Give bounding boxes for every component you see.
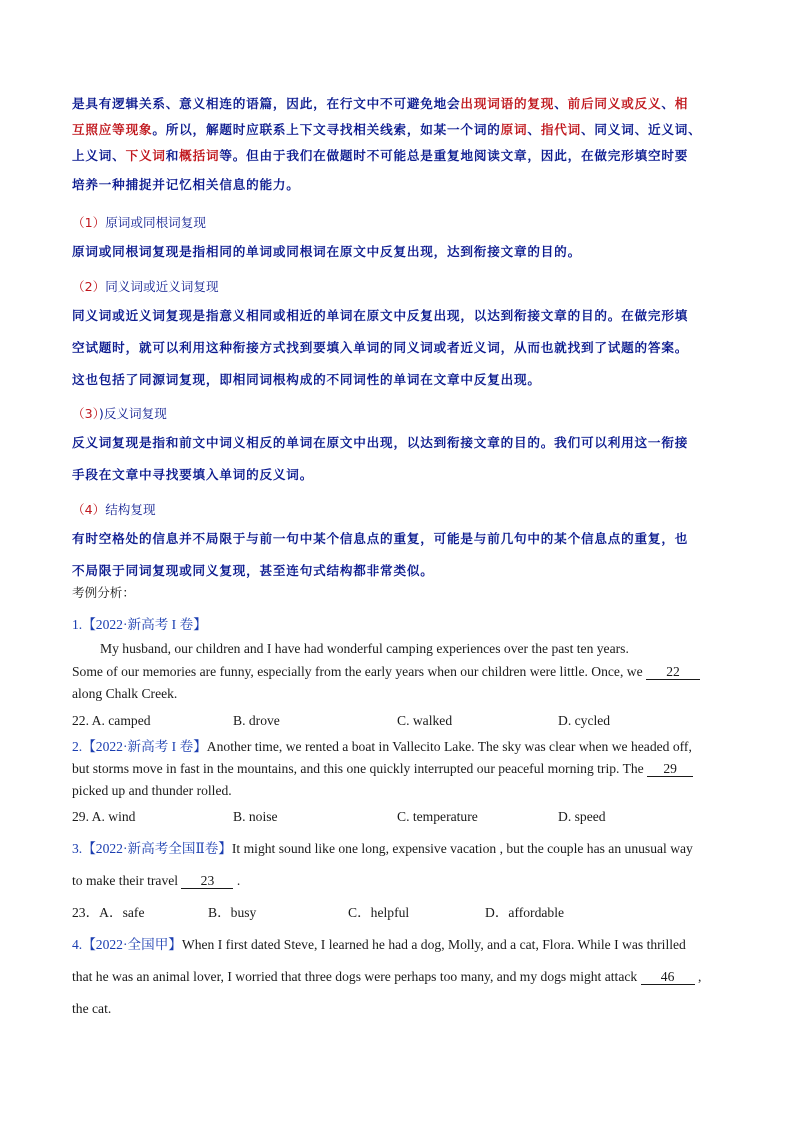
body-text: 上义词、 xyxy=(72,148,126,163)
example-1-tag xyxy=(72,614,724,636)
intro-line-4: 培养一种捕捉并记忆相关信息的能力。 xyxy=(72,177,300,192)
section-text: 反义词复现是指和前文中词义相反的单词在原文中出现，以达到衔接文章的目的。我们可以利用这一衔接 xyxy=(72,435,689,450)
body-text: 、 xyxy=(554,96,568,111)
section-text: 空试题时，就可以利用这种衔接方式找到要填入单词的同义词或者近义词，从而也就找到了试题的答案。 xyxy=(72,340,689,355)
section-number: （1） xyxy=(72,215,106,230)
highlight-text: 前后同义或反义 xyxy=(567,96,662,111)
example-text: Another time, we rented a boat in Vallecito Lake. The sky was clear when we headed off, xyxy=(206,739,692,754)
body-text: 等。但由于我们在做题时不可能总是重复地阅读文章，因此，在做完形填空时要 xyxy=(219,148,689,163)
option-a[interactable]: 22. A. camped xyxy=(72,713,151,728)
body-text: 和 xyxy=(165,148,180,163)
section-number: （2） xyxy=(72,279,106,294)
highlight-text: 相 xyxy=(674,96,689,111)
section-text: 这也包括了同源词复现，即相同词根构成的不同词性的单词在文章中反复出现。 xyxy=(72,372,541,387)
body-text: 、 xyxy=(527,122,541,137)
example-4-line-2 xyxy=(72,966,724,988)
option-c[interactable]: C. walked xyxy=(397,713,453,728)
example-3-options xyxy=(72,902,724,924)
option-c[interactable]: C. temperature xyxy=(397,809,478,824)
section-heading-4 xyxy=(72,499,724,518)
body-text: 、 xyxy=(661,96,675,111)
option-d[interactable]: D. speed xyxy=(558,809,606,824)
option-d[interactable]: D. cycled xyxy=(558,713,611,728)
example-1-line-2 xyxy=(72,661,724,683)
section-title: )反义词复现 xyxy=(98,406,167,421)
example-3-line-2 xyxy=(72,870,724,892)
body-text: 是具有逻辑关系、意义相连的语篇，因此，在行文中不可避免地会 xyxy=(72,96,461,111)
example-1-line-1: My husband, our children and I have had wonderful camping experiences over the past ten years. xyxy=(100,641,629,656)
section-text: 不局限于同词复现或同义复现，甚至连句式结构都非常类似。 xyxy=(72,563,434,578)
option-b[interactable]: B. noise xyxy=(233,809,278,824)
example-3-line-1 xyxy=(72,838,724,860)
example-tag: 4.【2022·全国甲】 xyxy=(72,937,182,952)
highlight-text: 原词 xyxy=(500,122,528,137)
section-text: 原词或同根词复现是指相同的单词或同根词在原文中反复出现，达到衔接文章的目的。 xyxy=(72,244,581,259)
highlight-text: 指代词 xyxy=(540,122,582,137)
example-tag: 2.【2022·新高考 I 卷】 xyxy=(72,739,207,754)
answer-blank[interactable]: 22 xyxy=(646,665,700,680)
answer-blank[interactable]: 23 xyxy=(181,874,233,889)
example-1-options xyxy=(72,710,724,732)
section-number: （4） xyxy=(72,502,106,517)
example-text: . xyxy=(233,873,241,888)
examples-label: 考例分析： xyxy=(72,585,135,600)
example-4-line-3: the cat. xyxy=(72,1001,112,1016)
answer-blank[interactable]: 29 xyxy=(647,762,693,777)
section-text: 同义词或近义词复现是指意义相同或相近的单词在原文中反复出现，以达到衔接文章的目的。在做完形填 xyxy=(72,308,689,323)
intro-line-3 xyxy=(72,140,724,172)
example-tag: 1.【2022·新高考 I 卷】 xyxy=(72,617,207,632)
example-text: but storms move in fast in the mountains, and this one quickly interrupted our peaceful morning trip. The xyxy=(72,761,648,776)
answer-blank[interactable]: 46 xyxy=(641,970,695,985)
section-heading-2 xyxy=(72,276,724,295)
example-text: that he was an animal lover, I worried that three dogs were perhaps too many, and my dogs might attack xyxy=(72,969,641,984)
example-2-line-2 xyxy=(72,758,724,780)
example-2-line-3: picked up and thunder rolled. xyxy=(72,783,232,798)
highlight-text: 出现词语的复现 xyxy=(460,96,555,111)
option-a[interactable]: 29. A. wind xyxy=(72,809,136,824)
body-text: 、同义词、近义词、 xyxy=(581,122,702,137)
section-title: 原词或同根词复现 xyxy=(105,215,206,230)
example-4-line-1 xyxy=(72,934,724,956)
example-2-line-1 xyxy=(72,736,724,758)
highlight-text: 概括词 xyxy=(179,148,220,163)
example-text: to make their travel xyxy=(72,873,182,888)
option-b[interactable]: B．busy xyxy=(208,905,257,920)
example-tag: 3.【2022·新高考全国Ⅱ卷】 xyxy=(72,841,232,856)
section-number: （3） xyxy=(72,406,99,421)
highlight-text: 下义词 xyxy=(125,148,166,163)
option-a[interactable]: 23．A．safe xyxy=(72,905,145,920)
section-heading-1 xyxy=(72,212,724,231)
example-text: When I first dated Steve, I learned he had a dog, Molly, and a cat, Flora. While I was thrilled xyxy=(181,937,686,952)
example-1-line-3: along Chalk Creek. xyxy=(72,686,178,701)
option-d[interactable]: D．affordable xyxy=(485,905,565,920)
section-text: 手段在文章中寻找要填入单词的反义词。 xyxy=(72,467,314,482)
option-c[interactable]: C．helpful xyxy=(348,905,410,920)
example-2-options xyxy=(72,806,724,828)
example-text: Some of our memories are funny, especially from the early years when our children were little. Once, we xyxy=(72,664,646,679)
body-text: 。所以，解题时应联系上下文寻找相关线索，如某一个词的 xyxy=(152,122,501,137)
section-heading-3 xyxy=(72,403,724,422)
section-title: 结构复现 xyxy=(105,502,156,517)
example-text: It might sound like one long, expensive vacation , but the couple has an unusual way xyxy=(231,841,693,856)
example-text: , xyxy=(694,969,702,984)
section-title: 同义词或近义词复现 xyxy=(105,279,219,294)
highlight-text: 互照应等现象 xyxy=(72,122,153,137)
option-b[interactable]: B. drove xyxy=(233,713,280,728)
section-text: 有时空格处的信息并不局限于与前一句中某个信息点的重复，可能是与前几句中的某个信息点的重复，也 xyxy=(72,531,689,546)
